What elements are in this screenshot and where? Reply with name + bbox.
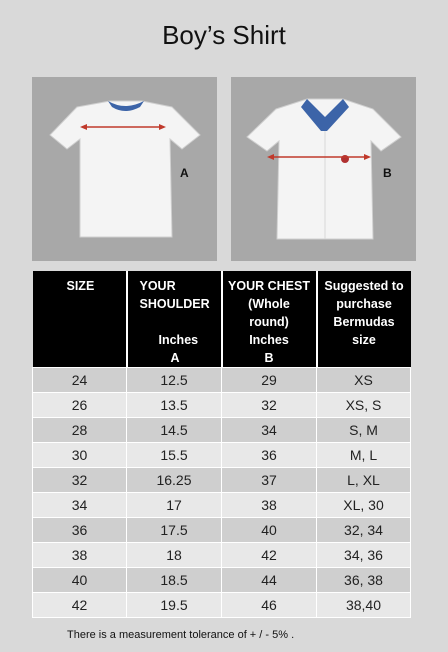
table-row: 32 16.25 37 L, XL [33, 468, 411, 493]
table-row: 30 15.5 36 M, L [33, 443, 411, 468]
table-row: 26 13.5 32 XS, S [33, 393, 411, 418]
size-chart-table [32, 271, 411, 618]
label-a: A [180, 166, 189, 180]
table-row: 24 12.5 29 XS [33, 368, 411, 393]
table-row: 36 17.5 40 32, 34 [33, 518, 411, 543]
table-row: 38 18 42 34, 36 [33, 543, 411, 568]
page-title: Boy’s Shirt [162, 20, 286, 50]
shirt-back-photo [32, 77, 217, 261]
table-row: 34 17 38 XL, 30 [33, 493, 411, 518]
header-chest: YOUR CHEST (Whole round) Inches B [222, 271, 317, 368]
label-b: B [383, 166, 392, 180]
tolerance-note: There is a measurement tolerance of + / - 5% . [67, 629, 295, 641]
header-shoulder: YOUR SHOULDER Inches A [127, 271, 222, 368]
table-row: 28 14.5 34 S, M [33, 418, 411, 443]
header-size: SIZE [33, 271, 127, 368]
table-row: 42 19.5 46 38,40 [33, 593, 411, 618]
header-bermudas: Suggested to purchase Bermudas size [317, 271, 411, 368]
table-row: 40 18.5 44 36, 38 [33, 568, 411, 593]
